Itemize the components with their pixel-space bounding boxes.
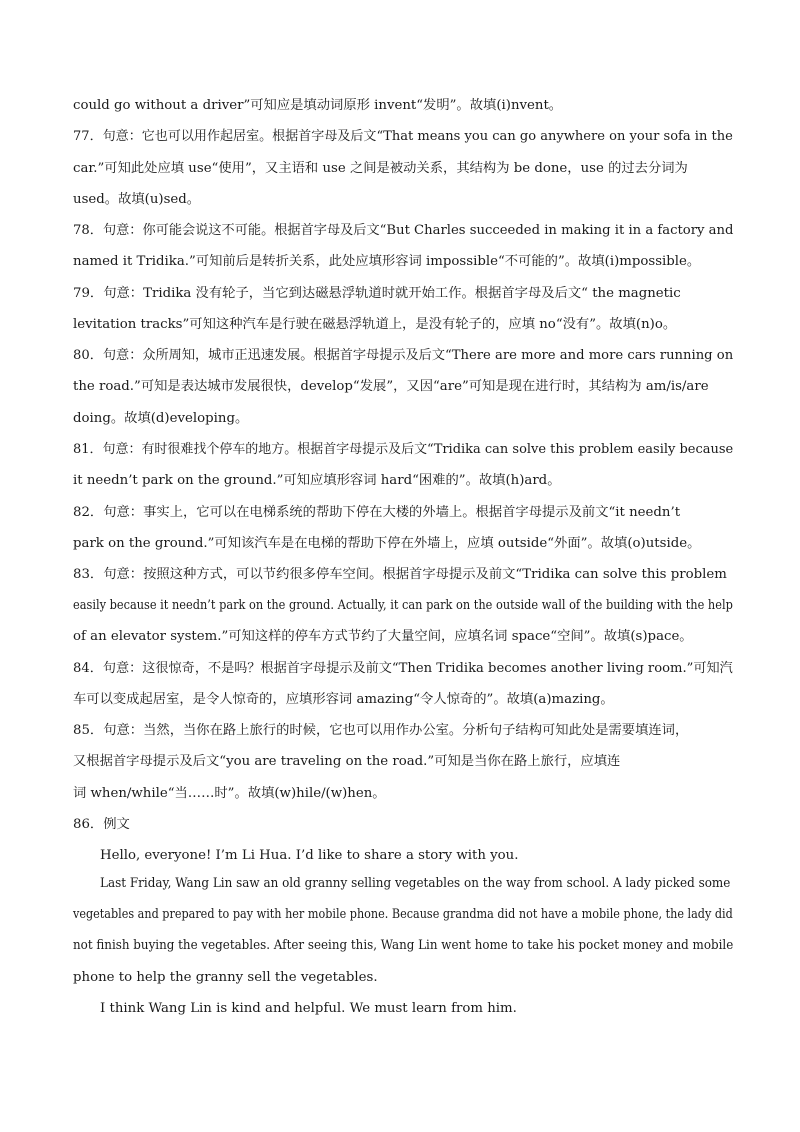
text-line: 77．句意：它也可以用作起居室。根据首字母及后文“That means you can go anywhere on your sofa in the [73,129,733,144]
text-line: 81．句意：有时很难找个停车的地方。根据首字母提示及后文“Tridika can solve this problem easily because [73,442,734,457]
text-line: 又根据首字母提示及后文“you are traveling on the road.”可知是当你在路上旅行，应填连 [73,754,621,769]
text-line: 85．句意：当然，当你在路上旅行的时候，它也可以用作办公室。分析句子结构可知此处是需要填连词， [73,723,689,738]
text-line: 词 when/while“当……时”。故填(w)hile/(w)hen。 [73,786,386,801]
text-line: named it Tridika.”可知前后是转折关系，此处应填形容词 impossible“不可能的”。故填(i)mpossible。 [73,254,701,269]
text-line: park on the ground.”可知该汽车是在电梯的帮助下停在外墙上，应填 outside“外面”。故填(o)utside。 [73,536,701,551]
text-line: 84．句意：这很惊奇，不是吗？根据首字母提示及前文“Then Tridika becomes another living room.”可知汽 [73,661,733,676]
text-line: levitation tracks”可知这种汽车是行驶在磁悬浮轨道上，是没有轮子的，应填 no“没有”。故填(n)o。 [73,317,677,332]
essay-line: I think Wang Lin is kind and helpful. We must learn from him. [100,1001,517,1016]
text-line: could go without a driver”可知应是填动词原形 invent“发明”。故填(i)nvent。 [73,98,563,113]
text-line: 79．句意：Tridika 没有轮子，当它到达磁悬浮轨道时就开始工作。根据首字母及后文“ the magnetic [73,286,681,301]
essay-line: Last Friday, Wang Lin saw an old granny selling vegetables on the way from school. A lady picked some [100,876,731,891]
text-line: 车可以变成起居室，是令人惊奇的，应填形容词 amazing“令人惊奇的”。故填(a)mazing。 [73,692,614,707]
text-line: used。故填(u)sed。 [73,192,201,207]
text-line: car.”可知此处应填 use“使用”，又主语和 use 之间是被动关系，其结构为 be done，use 的过去分词为 [73,161,688,176]
text-line: easily because it needn’t park on the ground. Actually, it can park on the outside wall of the building with the help [73,598,733,613]
text-line: the road.”可知是表达城市发展很快，develop“发展”，又因“are”可知是现在进行时，其结构为 am/is/are [73,379,709,394]
text-line: 78．句意：你可能会说这不可能。根据首字母及后文“But Charles succeeded in making it in a factory and [73,223,734,238]
essay-line: vegetables and prepared to pay with her mobile phone. Because grandma did not have a mobile phone, the lady did [73,907,733,922]
essay-line: not finish buying the vegetables. After seeing this, Wang Lin went home to take his pocket money and mobile [73,938,734,953]
text-line: doing。故填(d)eveloping。 [73,411,249,426]
text-line: 83．句意：按照这种方式，可以节约很多停车空间。根据首字母提示及前文“Tridika can solve this problem [73,567,727,582]
text-line: of an elevator system.”可知这样的停车方式节约了大量空间，应填名词 space“空间”。故填(s)pace。 [73,629,693,644]
text-line: it needn’t park on the ground.”可知应填形容词 hard“困难的”。故填(h)ard。 [73,473,561,488]
text-line: 82．句意：事实上，它可以在电梯系统的帮助下停在大楼的外墙上。根据首字母提示及前文“it needn’t [73,505,681,520]
text-line: 86．例文 [73,817,130,832]
essay-line: Hello, everyone! I’m Li Hua. I’d like to share a story with you. [100,848,519,863]
essay-line: phone to help the granny sell the vegetables. [73,970,378,985]
text-line: 80．句意：众所周知，城市正迅速发展。根据首字母提示及后文“There are more and more cars running on [73,348,734,363]
